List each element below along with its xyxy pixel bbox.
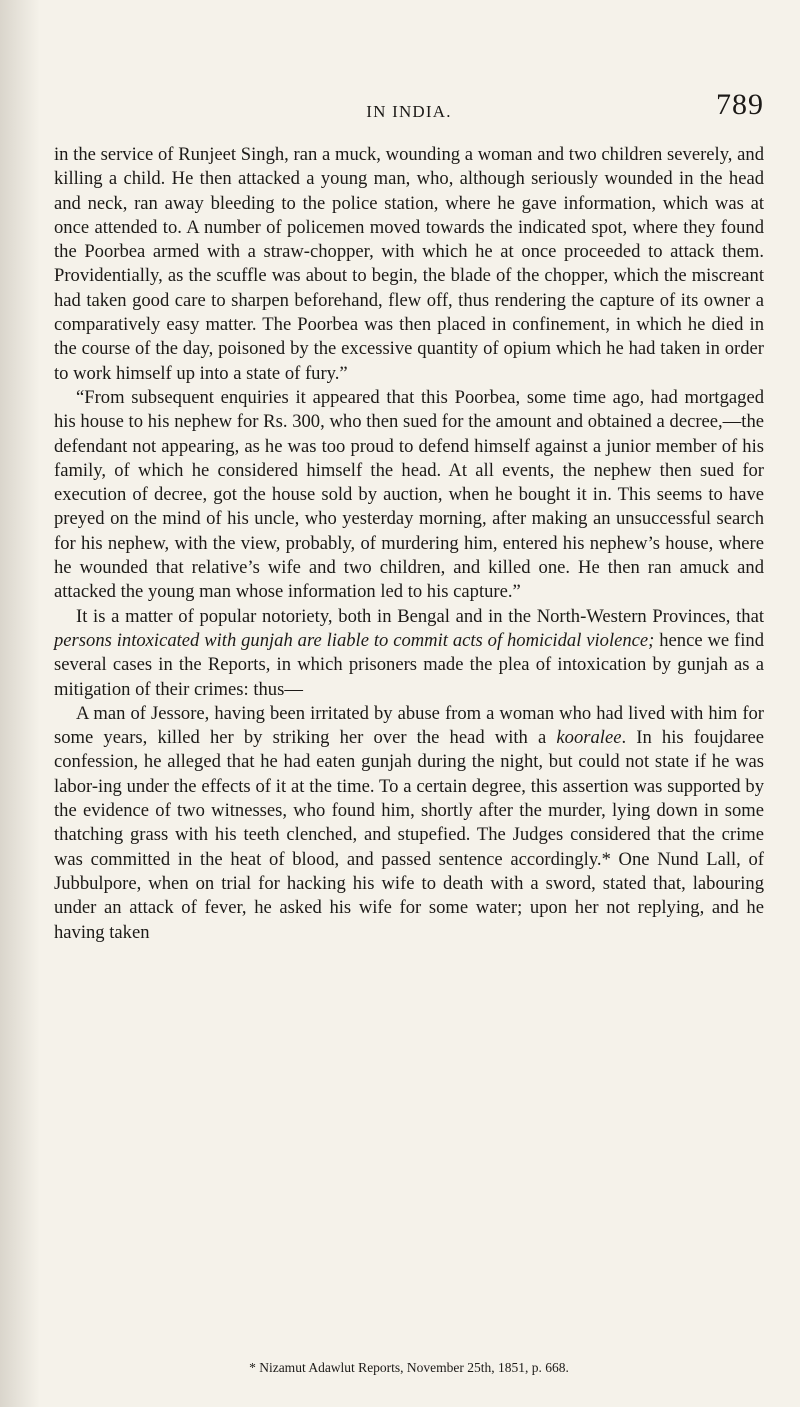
page-number: 789	[716, 88, 764, 121]
paragraph-1: in the service of Runjeet Singh, ran a muck, wounding a woman and two children severely, and killing a child. He then attacked a young man, who, although seriously wounded in the head and neck, ran away bleeding to the police station, where he gave information, which was at once attended to. A number of policemen moved towards the indicated spot, where they found the Poorbea armed with a straw-chopper, with which he at once proceeded to attack them. Providentially, as the scuffle was about to begin, the blade of the chopper, which the miscreant had taken good care to sharpen beforehand, flew off, thus rendering the capture of its owner a comparatively easy matter. The Poorbea was then placed in confinement, in which he died in the course of the day, poisoned by the excessive quantity of opium which he had taken in order to work himself up into a state of fury.”	[54, 144, 764, 384]
paragraph-3	[54, 605, 764, 702]
paragraph-4-text-a: A man of Jessore, having been irritated by abuse from a woman who had lived with him for some years, killed her by striking her over the head with a	[54, 702, 764, 749]
footnote: * Nizamut Adawlut Reports, November 25th, 1851, p. 668.	[249, 1360, 569, 1375]
paragraph-4-italic: kooralee	[556, 727, 622, 749]
paragraph-2: “From subsequent enquiries it appeared that this Poorbea, some time ago, had mortgaged his house to his nephew for Rs. 300, who then sued for the amount and obtained a decree,—the defendant not appearing, as he was too proud to defend himself against a junior member of his family, of which he considered himself the head. At all events, the nephew then sued for execution of decree, got the house sold by auction, when he bought it in. This seems to have preyed on the mind of his uncle, who yesterday morning, after making an unsuccessful search for his nephew, with the view, probably, of murdering him, entered his nephew’s house, where he wounded that relative’s wife and two children, and killed one. He then ran amuck and attacked the young man whose information led to his capture.”	[54, 386, 764, 603]
page-header	[54, 88, 764, 128]
paragraph-3-italic: persons intoxicated with gunjah are liable to commit acts of homicidal violence;	[54, 629, 655, 651]
paragraph-3-text-a: It is a matter of popular notoriety, both in Bengal and in the North-Western Provinces, that	[76, 605, 764, 627]
running-head: IN INDIA.	[366, 102, 452, 121]
paragraph-3-text-b: hence we find several cases in the Reports, in which prisoners made the plea of intoxication by gunjah as a mitigation of their crimes: thus—	[54, 629, 764, 700]
paragraph-4	[54, 702, 764, 945]
body-text	[54, 143, 764, 945]
page-edge-shadow	[0, 0, 40, 1407]
paragraph-4-text-b: . In his foujdaree confession, he alleged that he had eaten gunjah during the night, but could not state if he was labor-ing under the effects of it at the time. To a certain degree, this assertion was supported by the evidence of two witnesses, who found him, shortly after the murder, lying down in some thatching grass with his teeth clenched, and stupefied. The Judges considered that the crime was committed in the heat of blood, and passed sentence accordingly.* One Nund Lall, of Jubbulpore, when on trial for hacking his wife to death with a sword, stated that, labouring under an attack of fever, he asked his wife for some water; upon her not replying, and he having taken	[54, 727, 764, 943]
